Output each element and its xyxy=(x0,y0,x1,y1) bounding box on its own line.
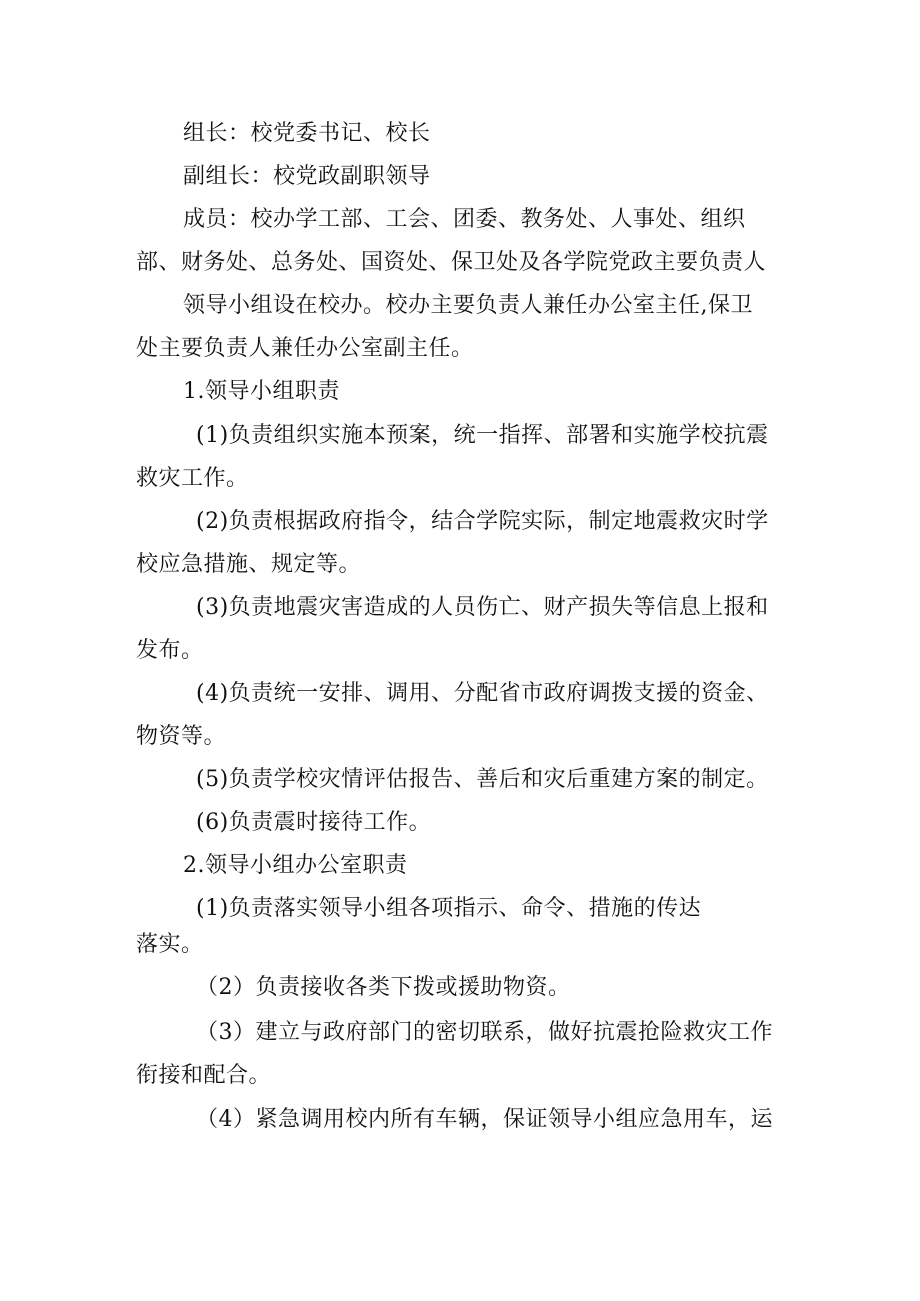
text-line-duty-5: (5)负责学校灾情评估报告、善后和灾后重建方案的制定。 xyxy=(196,767,769,792)
text-line-office-location-cont: 处主要负责人兼任办公室副主任。 xyxy=(136,336,474,361)
text-line-duty-4: (4)负责统一安排、调用、分配省市政府调拨支援的资金、 xyxy=(196,681,769,706)
text-line-office-duty-2: （2）负责接收各类下拨或援助物资。 xyxy=(196,975,571,1000)
text-line-duty-4-cont: 物资等。 xyxy=(136,724,227,749)
text-line-duty-3-cont: 发布。 xyxy=(136,638,204,663)
text-line-office-duty-1: (1)负责落实领导小组各项指示、命令、措施的传达 xyxy=(196,896,702,921)
text-line-duty-6: (6)负责震时接待工作。 xyxy=(196,810,432,835)
text-line-duty-2-cont: 校应急措施、规定等。 xyxy=(136,552,362,577)
text-line-duty-2: (2)负责根据政府指令，结合学院实际，制定地震救灾时学 xyxy=(196,509,769,534)
text-line-office-duty-3: （3）建立与政府部门的密切联系，做好抗震抢险救灾工作 xyxy=(196,1020,773,1045)
text-line-members-cont: 部、财务处、总务处、国资处、保卫处及各学院党政主要负责人 xyxy=(136,250,767,275)
text-line-office-duty-3-cont: 衔接和配合。 xyxy=(136,1063,272,1088)
text-line-members: 成员：校办学工部、工会、团委、教务处、人事处、组织 xyxy=(183,207,746,232)
text-line-office-duty-1-cont: 落实。 xyxy=(136,932,204,957)
text-line-office-duty-4: （4）紧急调用校内所有车辆，保证领导小组应急用车，运 xyxy=(196,1107,773,1132)
text-line-duty-3: (3)负责地震灾害造成的人员伤亡、财产损失等信息上报和 xyxy=(196,595,769,620)
text-line-duty-1: (1)负责组织实施本预案，统一指挥、部署和实施学校抗震 xyxy=(196,423,769,448)
section-heading-leader-duties: 1.领导小组职责 xyxy=(183,379,340,404)
text-line-leader: 组长：校党委书记、校长 xyxy=(183,121,431,146)
section-heading-office-duties: 2.领导小组办公室职责 xyxy=(183,853,408,878)
text-line-office-location: 领导小组设在校办。校办主要负责人兼任办公室主任,保卫 xyxy=(183,293,753,318)
text-line-duty-1-cont: 救灾工作。 xyxy=(136,466,249,491)
text-line-deputy-leader: 副组长：校党政副职领导 xyxy=(183,164,431,189)
